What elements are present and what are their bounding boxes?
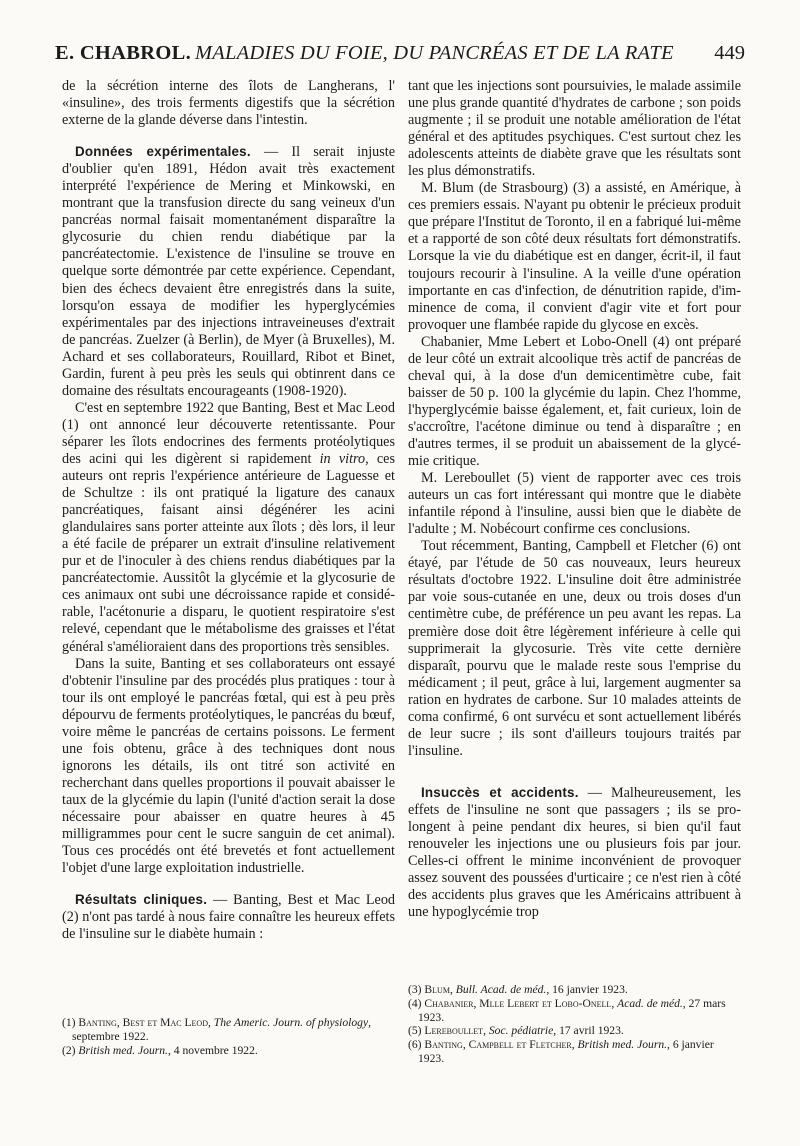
section-text: — Il serait injuste d'oublier qu'en 1891, Hédon avait très exactement interprété l'expérience de Mering et Minkowski, en montrant que la transfusion directe du sang veineux d'un pancréas normal faisait momentanément disparaître la glycosurie du chien rendu diabétique par la pancréatectomie. L'existence de l'insuline se trouve en quelque sorte démontrée par cette expérience. Cependant, bien des échecs devaient être enregistrés dans la suite, lorsqu'on essaya de modifier les hyperglycémies expérimentales par des injections intraveineuses d'extrait de pancréas. Zuelzer (à Berlin), de Myer (à Bruxelles), M. Achard et ses collaborateurs, Rouillard, Ribot et Binet, Gardin, furent à peu près les seuls qui obtinrent dans ce domaine des résultats encourageants (1908-1920). [62,144,395,399]
running-header [55,42,745,72]
header-author: E. CHABROL. [55,42,191,64]
section-failures [408,784,741,921]
footnote [408,1038,741,1066]
paragraph [62,400,395,656]
section-heading: Insuccès et accidents. [421,784,579,800]
footnote [408,1024,741,1038]
italic-text: in vitro [319,450,366,467]
right-column [408,78,741,921]
footnote-source: British med. Journ. [577,1038,668,1052]
paragraph: M. Blum (de Strasbourg) (3) a assisté, en Amérique, à ces premiers essais. N'ayant pu obtenir le précieux produit que prépare l'Institut de Toronto, il en a fabriqué lui-même et a rapporté de son côté deux résultats fort démonstratifs. Lorsque la vie du diabétique est en danger, écrit-il, il faut toujours recourir à l'insuline. A la veille d'une opération importante en cas d'infection, de dénutrition rapide, d'imminence de coma, il convient d'agir vite et fort pour provoquer une flambée rapide du glycose en excès. [408,180,741,333]
left-column [62,78,395,943]
footnotes-right [408,983,741,1066]
footnote-separator: , [207,1016,214,1029]
section-experimental [62,143,395,400]
footnote-separator: , [483,1024,489,1038]
footnote-rest: , 16 janvier 1923. [546,983,628,996]
paragraph-text: C'est en septembre 1922 que Banting, Best et Mac Leod (1) ont annoncé leur découverte retentissante. Pour séparer les îlots endocrines des ferments protéolytiques des acini qui les digèrent si rapidement [62,399,395,467]
footnote [62,1044,395,1058]
footnote-source: Soc. pédiatrie [488,1024,554,1038]
footnote-number: (5) [408,1024,425,1038]
footnote-source: British med. Journ. [78,1043,168,1057]
section-clinical [62,891,395,943]
section-heading: Données expérimentales. [75,144,251,160]
footnote-separator: , [449,983,456,996]
footnote-rest: , 4 novembre 1922. [167,1043,258,1057]
footnote-number: (6) [408,1038,425,1052]
section-text: — Banting, Best et Mac Leod (2) n'ont pas tardé à nous faire connaître les heureux effets de l'insuline sur le diabète humain : [62,892,396,943]
footnote-source: The Americ. Journ. of physiology [213,1016,369,1029]
footnote-rest: , 6 janvier 1923. [418,1038,714,1065]
paragraph: M. Lereboullet (5) vient de rapporter avec ces trois auteurs un cas fort intéressant qui montre que le diabète infantile répond à l'insuline, aussi bien que le diabète de l'adulte ; M. Nobécourt confirme ces conclusions. [408,470,741,538]
section-heading: Résultats cliniques. [75,892,208,908]
footnote-number: (1) [62,1016,79,1029]
footnote [62,1016,395,1044]
paragraph-text: , ces auteurs ont repris l'expérience antérieure de Laguesse et de Schultze : ils ont pratiqué la ligature des canaux pancréatiques, faisant ainsi dégénérer les acini glandulaires sans porter atteinte aux îlots ; dès lors, il leur a été facile de préparer un extrait d'insuline relativement pur et de l'inoculer à des chiens rendus diabétiques par la pancréatectomie. Aussitôt la glycémie et la glycosurie de ces animaux ont subi une décroissance rapide et considérable, l'acétonurie a disparu, le quotient respiratoire s'est relevé, cependant que le métabolisme des graisses et l'état général s'amélioraient dans des proportions très sensibles. [62,450,395,655]
footnote-source: Acad. de méd. [617,996,683,1010]
paragraph: Tout récemment, Banting, Campbell et Fletcher (6) ont étayé, par l'étude de 50 cas nouveaux, leurs heureux résultats d'octobre 1922. L'insuline doit être administrée par voie sous-cutanée en une, deux ou trois doses d'un centimètre cube, de préférence un peu avant les repas. La première dose doit être légèrement inférieure à celle qui supprimerait la glycosurie. Très vite cette dernière disparaît, pourvu que le malade reste sous l'emprise du médicament ; il peut, grâce à lui, largement augmenter sa ration en hydrates de carbone. Sur 10 malades atteints de coma confirmé, 6 ont survécu et sont actuellement libérés de leur sucre ; ils sont d'ailleurs toujours traités par l'insuline. [408,538,741,759]
footnotes-left [62,1016,395,1057]
footnote-rest: , 17 avril 1923. [553,1024,624,1038]
footnote-authors: Blum [424,983,450,996]
footnote-separator: , [611,996,618,1010]
footnote-number: (2) [62,1043,79,1057]
paragraph: Dans la suite, Banting et ses collaborateurs ont essayé d'obtenir l'insuline par des procédés plus pratiques : tour à tour ils ont employé le pancréas fœtal, qui est à peu près dépourvu de ferments protéolytiques, le pancréas du bœuf, voire même le pancréas de certains poissons. Le ferment une fois obtenu, grâce à des techniques dont nous ignorons les détails, ils ont titré son activité en recherchant dans quelles proportions il pouvait abaisser le taux de la glycémie du lapin (l'unité d'action serait la dose nécessaire pour abaisser en quatre heures à 45 milligrammes pour cent le sucre sanguin de cet animal). Tous ces procédés ont été brevetés et font actuellement l'objet d'une large exploitation industrielle. [62,655,395,877]
footnote-authors: Chabanier, Mlle Lebert et Lobo-Onell [424,996,612,1010]
footnote-source: Bull. Acad. de méd. [455,983,547,996]
footnote-separator: , [571,1038,578,1052]
footnote [408,983,741,997]
footnote-authors: Lereboullet [424,1024,484,1038]
paragraph: tant que les injections sont poursuivies, le malade assimile une plus grande quantité d'hydrates de carbone ; son poids augmente ; il se produit une notable amélioration de l'état général et des aptitudes psychiques. C'est surtout chez les adolescents atteints de diabète grave que les résultats sont les plus démonstratifs. [408,78,741,180]
paragraph: de la sécrétion interne des îlots de Langherans, l' «insuline», des trois ferments digestifs que la sécrétion externe de la glande déverse dans l'intestin. [62,78,395,129]
footnote-rest: , septembre 1922. [72,1016,372,1043]
footnote-number: (4) [408,996,425,1010]
footnote-authors: Banting, Best et Mac Leod [78,1016,208,1029]
paragraph: Chabanier, Mme Lebert et Lobo-Onell (4) ont préparé de leur côté un extrait alcoolique très actif de pancréas de cheval qui, à la dose d'un demicentimètre cube, fait baisser de 50 p. 100 la glycémie du lapin. Chez l'homme, l'hyperglycémie baisse également, et, fait curieux, loin de s'accroître, l'acétone diminue ou tend à disparaître ; en d'autres termes, il se produit un abaissement de la glycémie critique. [408,333,741,470]
footnote [408,997,741,1025]
header-title: MALADIES DU FOIE, DU PANCRÉAS ET DE LA RATE [195,42,674,64]
footnote-number: (3) [408,983,425,996]
footnote-authors: Banting, Campbell et Fletcher [424,1038,572,1052]
footnote-rest: , 27 mars 1923. [418,996,726,1024]
page-number: 449 [714,42,745,64]
section-text: — Malheureusement, les effets de l'insuline ne sont que passagers ; ils se prolongent à peine pendant dix heures, si bien qu'il faut renouveler les injections une ou plusieurs fois par jour. Celles-ci offrent le minime inconvénient de provoquer assez souvent des poussées d'urticaire ; ce n'est rien à côté des accidents plus graves que les Américains attribuent à une hypoglycémie trop [408,784,741,921]
